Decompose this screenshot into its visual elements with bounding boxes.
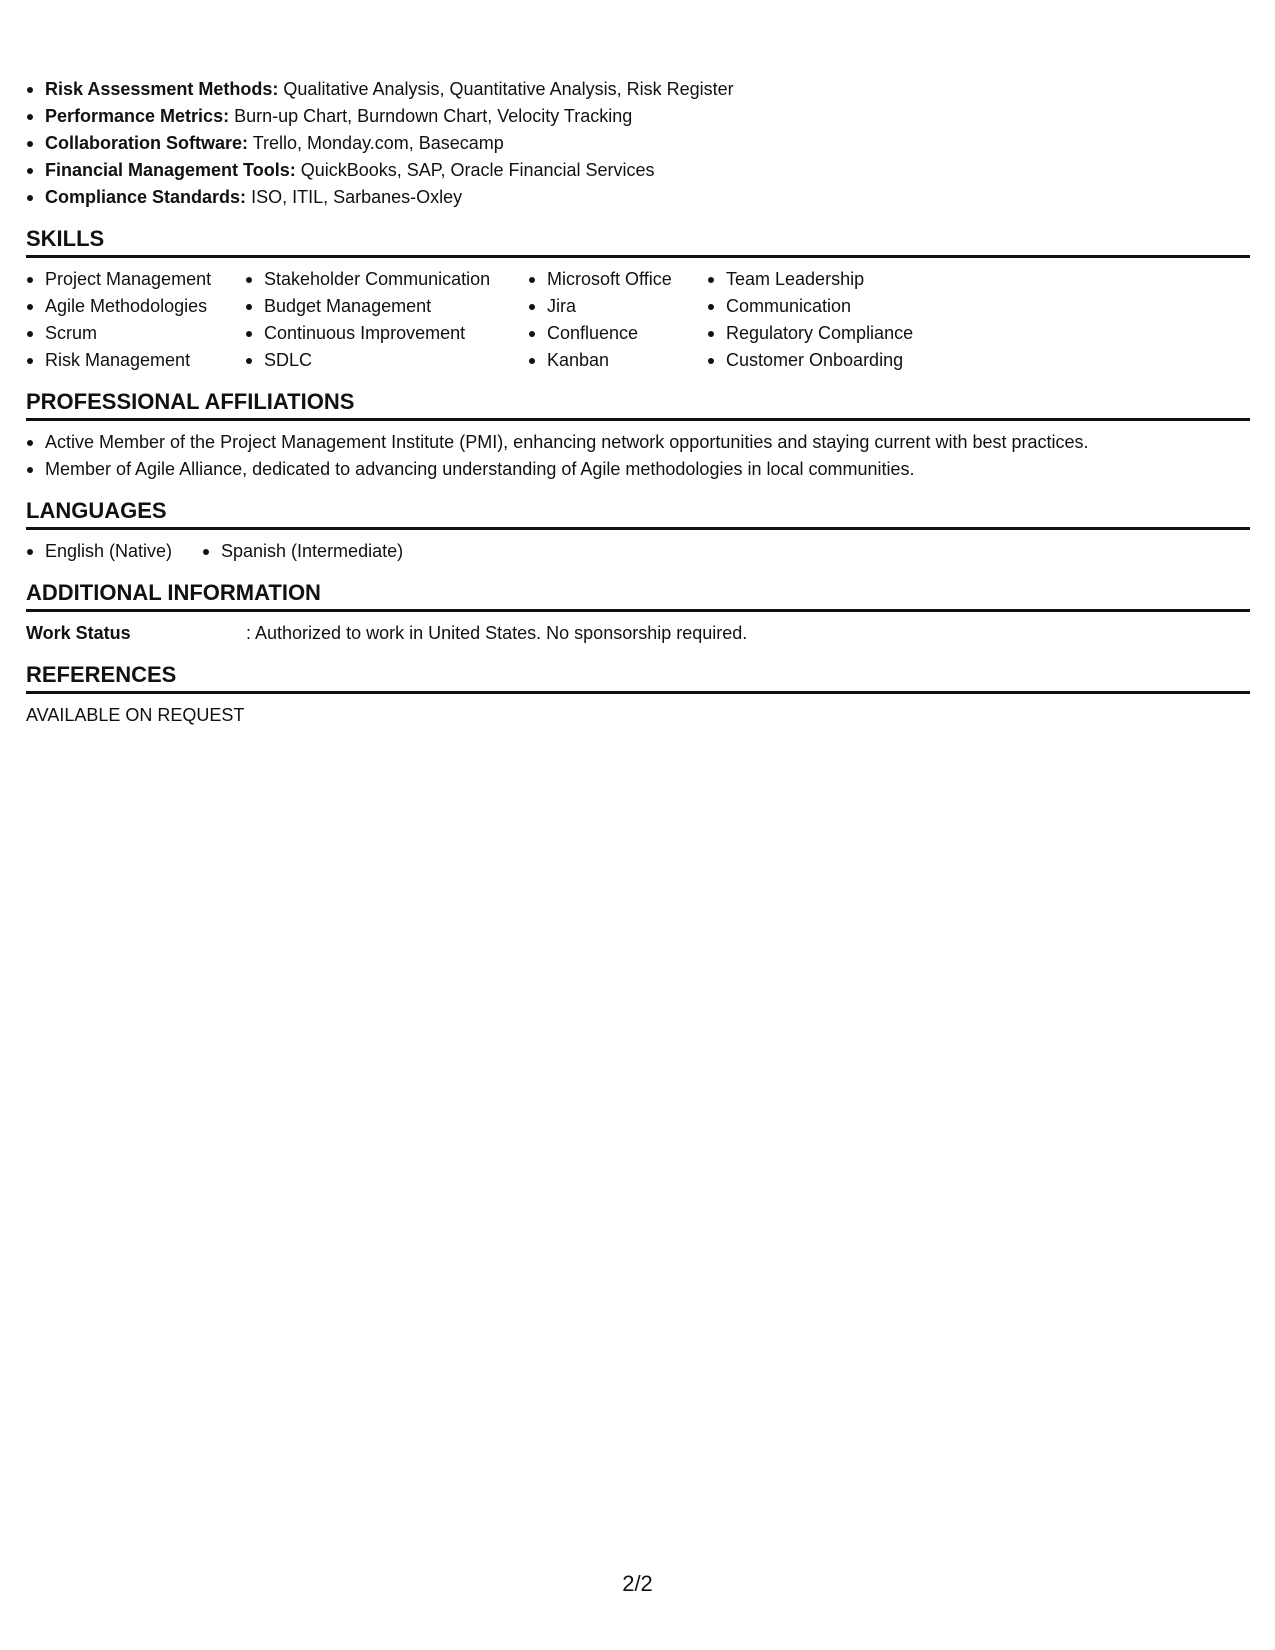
skill-item: Stakeholder Communication — [245, 266, 528, 293]
tools-item-label: Risk Assessment Methods: — [45, 79, 279, 99]
additional-info-heading: ADDITIONAL INFORMATION — [26, 579, 1250, 612]
skill-item: Budget Management — [245, 293, 528, 320]
language-item: English (Native) — [26, 538, 202, 565]
tools-item-value: Burn-up Chart, Burndown Chart, Velocity Tracking — [234, 106, 633, 126]
tools-item-label: Financial Management Tools: — [45, 160, 296, 180]
affiliation-item: Active Member of the Project Management Institute (PMI), enhancing network opportunities and staying current with best practices. — [26, 429, 1250, 456]
skill-item: Risk Management — [26, 347, 245, 374]
languages-section — [26, 497, 1250, 565]
affiliation-item: Member of Agile Alliance, dedicated to advancing understanding of Agile methodologies in local communities. — [26, 456, 1250, 483]
tools-item-label: Compliance Standards: — [45, 187, 247, 207]
work-status-value: : Authorized to work in United States. No sponsorship required. — [246, 623, 748, 643]
tools-item — [26, 184, 1250, 211]
references-text: AVAILABLE ON REQUEST — [26, 705, 245, 725]
skills-column — [707, 266, 967, 374]
skill-item: Scrum — [26, 320, 245, 347]
affiliations-heading: PROFESSIONAL AFFILIATIONS — [26, 388, 1250, 421]
skill-item: Communication — [707, 293, 967, 320]
skill-item: SDLC — [245, 347, 528, 374]
skill-item: Agile Methodologies — [26, 293, 245, 320]
tools-item — [26, 157, 1250, 184]
resume-page-2 — [26, 76, 1250, 729]
skill-item: Project Management — [26, 266, 245, 293]
tools-item-label: Performance Metrics: — [45, 106, 230, 126]
tools-item — [26, 76, 1250, 103]
skills-column — [245, 266, 528, 374]
tools-item-value: Trello, Monday.com, Basecamp — [252, 133, 504, 153]
skills-column — [528, 266, 707, 374]
skills-heading: SKILLS — [26, 225, 1250, 258]
tools-item — [26, 130, 1250, 157]
tools-item-value: QuickBooks, SAP, Oracle Financial Services — [300, 160, 655, 180]
page-number: 2/2 — [622, 1571, 653, 1596]
language-item: Spanish (Intermediate) — [202, 538, 403, 565]
skill-item: Regulatory Compliance — [707, 320, 967, 347]
skill-item: Team Leadership — [707, 266, 967, 293]
additional-info-section — [26, 579, 1250, 647]
skill-item: Continuous Improvement — [245, 320, 528, 347]
skill-item: Kanban — [528, 347, 707, 374]
tools-item — [26, 103, 1250, 130]
skill-item: Customer Onboarding — [707, 347, 967, 374]
affiliations-section — [26, 388, 1250, 483]
skill-item: Microsoft Office — [528, 266, 707, 293]
skill-item: Confluence — [528, 320, 707, 347]
references-section — [26, 661, 1250, 729]
skills-column — [26, 266, 245, 374]
tools-item-value: Qualitative Analysis, Quantitative Analysis, Risk Register — [283, 79, 734, 99]
tools-list — [26, 76, 1250, 211]
skill-item: Jira — [528, 293, 707, 320]
work-status-row — [26, 620, 1250, 647]
tools-item-label: Collaboration Software: — [45, 133, 249, 153]
skills-grid — [26, 266, 1250, 374]
languages-heading: LANGUAGES — [26, 497, 1250, 530]
skills-section — [26, 225, 1250, 374]
languages-list — [26, 538, 1250, 565]
work-status-label: Work Status — [26, 623, 131, 643]
references-heading: REFERENCES — [26, 661, 1250, 694]
affiliations-list — [26, 429, 1250, 483]
tools-item-value: ISO, ITIL, Sarbanes-Oxley — [251, 187, 463, 207]
